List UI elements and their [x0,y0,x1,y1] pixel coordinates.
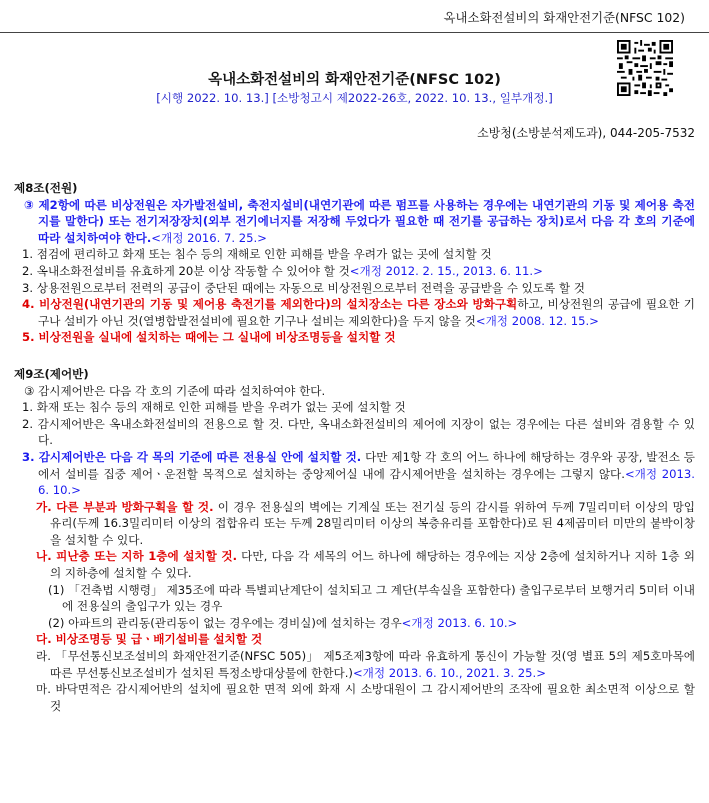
article-8-heading: 제8조(전원) [14,181,78,195]
article-9-paragraph-3: ③ 감시제어반은 다음 각 호의 기준에 따라 설치하여야 한다. [24,383,326,398]
article-9-heading: 제9조(제어반) [14,366,89,381]
amendment-note: <개정 2013. 6. 10.> [38,466,695,498]
subitem-na-2 [14,615,695,632]
amendment-note: <개정 2012. 2. 15., 2013. 6. 11.> [349,263,543,278]
subitem-ga-highlight: 가. 다른 부분과 방화구획을 할 것. [36,499,214,514]
paragraph-3-text: ③ 제2항에 따른 비상전원은 자가발전설비, 축전지설비(내연기관에 따른 펌프를 사용하는 경우에는 내연기관의 기동 및 제어용 축전지를 말한다) 또는 전기저장장치(외부 전기에너지를 저장해 두었다가 필요한 때 전기를 공급하는 장치)로서 다음 각 호의 기준에 따라 설치하여야 한다. [24,197,695,245]
subitem-ra [14,648,695,681]
article-8-item-4 [14,296,695,329]
subitem-ga-text: 이 경우 전용실의 벽에는 기계실 또는 전기실 등의 감시를 위하여 두께 7밀리미터 이상의 망입유리(두께 16.3밀리미터 이상의 접합유리 또는 두께 28밀리미터 이상의 복층유리를 포함한다)로 된 4제곱미터 미만의 붙박이창을 설치할 수 있다. [50,499,695,547]
running-title: 옥내소화전설비의 화재안전기준(NFSC 102) [443,10,685,25]
subitem-ga [14,499,695,549]
article-8-item-2 [14,263,695,280]
subitem-na-text: 다만, 다음 각 세목의 어느 하나에 해당하는 경우에는 지상 2층에 설치하거나 지하 1층 외의 지하층에 설치할 수 있다. [50,549,696,581]
item-4-highlight: 4. 비상전원(내연기관의 기동 및 제어용 축전기를 제외한다)의 설치장소는 다른 장소와 방화구획 [22,297,518,312]
article-8-item-3: 3. 상용전원으로부터 전력의 공급이 중단된 때에는 자동으로 비상전원으로부터 전력을 공급받을 수 있도록 할 것 [22,280,585,295]
document-title: 옥내소화전설비의 화재안전기준(NFSC 102) [208,72,501,88]
document-subtitle: [시행 2022. 10. 13.] [소방청고시 제2022-26호, 2022. 10. 13., 일부개정.] [156,91,553,105]
amendment-note: <개정 2013. 6. 10.> [401,615,518,630]
subitem-na-1: (1) 「건축법 시행령」 제35조에 따라 특별피난계단이 설치되고 그 계단(부속실을 포함한다) 출입구로부터 보행거리 5미터 이내에 전용실의 출입구가 있는 경우 [48,582,695,614]
document-body [14,180,695,714]
item-4-text: 하고, 비상전원의 공급에 필요한 기구나 설비가 아닌 것(열병합발전설비에 필요한 기구나 설비는 제외한다)을 두지 않을 것 [38,297,695,328]
article-9-item-2: 2. 감시제어반은 옥내소화전설비의 전용으로 할 것. 다만, 옥내소화전설비의 제어에 지장이 없는 경우에는 다른 설비와 겸용할 수 있다. [22,416,695,448]
subitem-na-2-text: (2) 아파트의 관리동(관리동이 없는 경우에는 경비실)에 설치하는 경우 [48,615,402,630]
amendment-note: <개정 2013. 6. 10., 2021. 3. 25.> [352,665,546,680]
subitem-na [14,548,695,581]
article-9-item-3 [14,449,695,499]
article-9-item-1: 1. 화재 또는 침수 등의 재해로 인한 피해를 받을 우려가 없는 곳에 설치할 것 [22,400,406,415]
subitem-ra-text: 라. 「무선통신보조설비의 화재안전기준(NFSC 505)」 제5조제3항에 따라 유효하게 통신이 가능할 것(영 별표 5의 제5호마목에 따른 무선통신보조설비가 설치된 특정소방대상물에 한한다.) [36,649,695,680]
subitem-na-highlight: 나. 피난층 또는 지하 1층에 설치할 것. [36,549,237,564]
article-8-paragraph-3 [14,197,695,247]
subitem-da: 다. 비상조명등 및 급ㆍ배기설비를 설치할 것 [36,632,263,647]
department-contact: 소방청(소방분석제도과), 044-205-7532 [477,126,695,140]
subitem-ma: 마. 바닥면적은 감시제어반의 설치에 필요한 면적 외에 화재 시 소방대원이 그 감시제어반의 조작에 필요한 최소면적 이상으로 할 것 [36,682,695,713]
amendment-note: <개정 2016. 7. 25.> [151,230,267,245]
item-3-highlight: 3. 감시제어반은 다음 각 목의 기준에 따른 전용실 안에 설치할 것. [22,449,362,464]
item-3-text: 다만 제1항 각 호의 어느 하나에 해당하는 경우와 공장, 발전소 등에서 설비를 집중 제어ㆍ운전할 목적으로 설치하는 중앙제어실 내에 감시제어반을 설치하는 경우에는 그렇지 않다. [38,449,695,481]
article-8-item-5: 5. 비상전원을 실내에 설치하는 때에는 그 실내에 비상조명등을 설치할 것 [22,330,396,345]
item-2-text: 2. 옥내소화전설비를 유효하게 20분 이상 작동할 수 있어야 할 것 [22,263,350,278]
amendment-note: <개정 2008. 12. 15.> [475,313,599,328]
running-header [0,0,709,33]
article-8-item-1: 1. 점검에 편리하고 화재 또는 침수 등의 재해로 인한 피해를 받을 우려가 없는 곳에 설치할 것 [22,247,492,262]
